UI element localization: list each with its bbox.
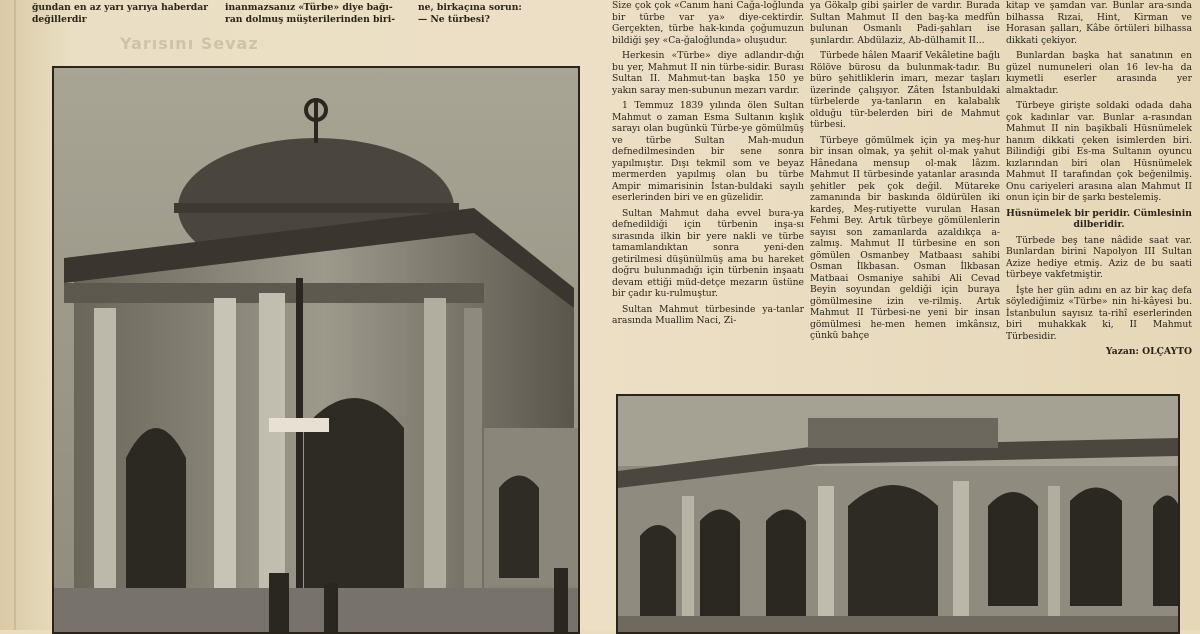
top-mid-fragment — [225, 2, 405, 32]
column-1-paragraph: Sultan Mahmut türbesinde ya-tanlar arasında Muallim Naci, Zi- — [612, 303, 804, 326]
top-left-line: değillerdir — [32, 13, 87, 25]
column-1-paragraph: 1 Temmuz 1839 yılında ölen Sultan Mahmut o zaman Esma Sultanın kışlık sarayı olan bugünkü Türbe-ye gömülmüş ve türbe Sultan Mah-mudun defnedilmesinden bir sene sonra yapılmıştır. Dışı tekmil som ve beyaz mermerden yapılmış olan bu türbe Ampir mimarisinin İstan-buldaki sayılı eserlerinden biri ve en güzelidir. — [612, 100, 804, 203]
top-left-fragment — [32, 2, 212, 32]
tomb-photo — [52, 66, 580, 634]
ghost-headline: Yarısını Sevaz — [120, 34, 259, 53]
page-fold — [14, 0, 16, 630]
column-3-paragraph: İşte her gün adını en az bir kaç defa söylediğimiz «Türbe» nin hi-kâyesi bu. İstanbulun sayısız ta-rihî eserlerinden biri muhakkak ki, II Mahmut Türbesidir. — [1006, 284, 1192, 342]
column-3-paragraph: Türbeye girişte soldaki odada daha çok kadınlar var. Bunlar a-rasından Mahmut II nin başikbali Hüsnümelek hanım dikkati çeken isimlerden biri. Bilindiği gibi Es-ma Sultanın oyuncu kızlarından biri olan Hüsnümelek Mahmut II tarafından çok beğenilmiş. Onu cariyeleri arasına alan Mahmut II onun için bir de şarkı bestelemiş. — [1006, 100, 1192, 203]
column-2-paragraph: ya Gökalp gibi şairler de vardır. Burada Sultan Mahmut II den baş-ka medfûn bulunan Osmanlı Padi-şahları ise şunlardır. Abdülaziz, Ab-dülhamit II... — [810, 0, 1000, 46]
song-line: Hüsnümelek bir peridir. Cümlesinin dilberidir. — [1006, 207, 1192, 230]
top-mid-line: inanmazsanız «Türbe» diye bağı- — [225, 2, 393, 13]
column-2-paragraph: Türbeye gömülmek için ya meş-hur bir insan olmak, ya şehit ol-mak yahut Hânedana mensup ol-mak lâzım. Mahmut II türbesinde yatanlar arasında şehitler pek çok değil. Mütareke zamanında bir baskında öldürülen iki kardeş, Meş-rutiyette vurulan Hasan Fehmi Bey. Artık türbeye gömülenlerin sayısı son zamanlarda azaldıkça a-zalmış. Mahmut II türbesine en son gömülen Osmanbey Matbaası sahibi Osman İlkbasan. Osman İlkbasan Matbaai Osmaniye sahibi Ali Cevad Beyin soyundan geldiği için buraya gömülmesine izin ve-rilmiş. Artık Mahmut II Türbesi-ne yeni bir insan gömülmesi he-men hemen imkânsız, çünkü bahçe — [810, 134, 1000, 341]
top-mid2-fragment — [418, 2, 578, 32]
article-column-2 — [810, 0, 1000, 386]
column-3-paragraph: Türbede beş tane nâdide saat var. Bunlardan birini Napolyon III Sultan Azize hediye etmiş. Aziz de bu saati türbeye vakfetmiştir. — [1006, 234, 1192, 280]
byline: Yazan: OLÇAYTO — [1105, 346, 1192, 357]
facade-photo — [616, 394, 1180, 634]
column-1-paragraph: Sultan Mahmut daha evvel bura-ya defnedildiği için türbenin inşa-sı sırasında ilkin bir yere nakli ve türbe tamamlandıktan sonra yeni-den getirilmesi düşünülmüş ama bu hareket doğru bulunmadığı için türbenin inşaatı devam ettiği müd-detçe mezarın üstüne bir çadır ku-rulmuştur. — [612, 207, 804, 299]
top-left-line: ğundan en az yarı yarıya haberdar — [32, 2, 209, 13]
top-mid-line: ran dolmuş müşterilerinden biri- — [225, 13, 396, 25]
column-2-paragraph: Türbede hâlen Maarif Vekâletine bağlı Rölöve bürosu da bulunmak-tadır. Bu büro şehitliklerin imarı, mezar taşları üzerinde çalışıyor. Zâten İstanbuldaki türbelerde ya-tanların en kalabalık olduğu tür-belerden biri de Mahmut türbesi. — [810, 50, 1000, 130]
column-1-paragraph: Herkesin «Türbe» diye adlandır-dığı bu yer, Mahmut II nin türbe-sidir. Burası Sultan II. Mahmut-tan başka 150 ye yakın saray men-subunun mezarı vardır. — [612, 50, 804, 96]
top-mid2-line: ne, birkaçına sorun: — [418, 2, 522, 13]
column-1-paragraph: Size çok çok «Canım hani Cağa-loğlunda bir türbe var ya» diye-cektirdir. Gerçekten, türbe hak-kında çoğumuzun bildiği şey «Ca-ğaloğlunda» oluşudur. — [612, 0, 804, 46]
column-3-paragraph: kitap ve şamdan var. Bunlar ara-sında bilhassa Rızai, Hint, Kirman ve Horasan şalları, Kâbe örtüleri bilhassa dikkati çekiyor. — [1006, 0, 1192, 46]
article-column-3 — [1006, 0, 1192, 386]
column-3-paragraph: Bunlardan başka hat sanatının en güzel numuneleri olan 16 lev-ha da kıymetli eserler arasında yer almaktadır. — [1006, 50, 1192, 96]
article-column-1 — [612, 0, 804, 386]
top-mid2-line: — Ne türbesi? — [418, 13, 490, 25]
